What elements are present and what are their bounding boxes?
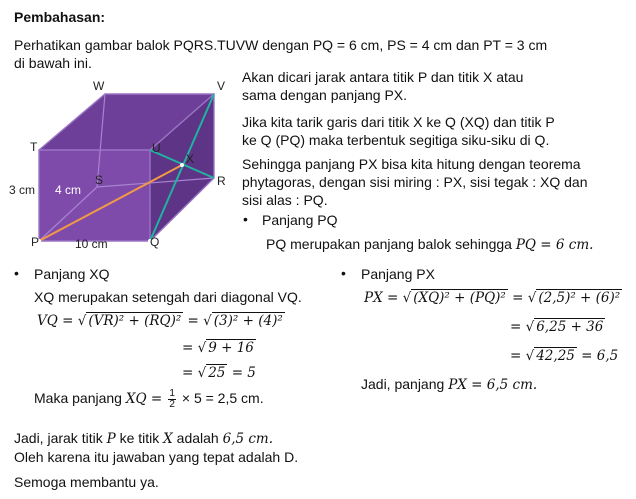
pq-line	[266, 236, 593, 254]
concl-a: Jadi, jarak titik	[14, 430, 107, 446]
xq-eq2-prefix: =	[182, 340, 198, 356]
right-p2-l2: ke Q (PQ) maka terbentuk segitiga siku-siku di Q.	[242, 132, 550, 148]
label-T: T	[30, 140, 38, 154]
xq-title: Panjang XQ	[34, 266, 110, 282]
xq-eq3-prefix: =	[182, 365, 198, 381]
label-U: U	[152, 141, 161, 155]
xq-maka-math: XQ =	[125, 391, 167, 408]
px-eq1-mid: =	[507, 290, 528, 306]
right-p2-l1: Jika kita tarik garis dari titik X ke Q (XQ) dan titik P	[242, 114, 555, 130]
px-eq1-left: PX =	[364, 290, 403, 306]
px-eq3: = √ 42,25 = 6,5	[510, 348, 619, 364]
concl-p: P	[106, 431, 116, 447]
intro-line-1: Perhatikan gambar balok PQRS.TUVW dengan PQ = 6 cm, PS = 4 cm dan PT = 3 cm	[14, 37, 548, 53]
bullet-pq: •	[243, 211, 248, 227]
dim-height: 3 cm	[9, 183, 36, 197]
concl-c: adalah	[172, 430, 223, 446]
px-eq2-rad: 6,25 + 36	[536, 319, 604, 335]
px-eq3-suffix: = 6,5	[576, 348, 619, 364]
right-p1-l1: Akan dicari jarak antara titik P dan titik X atau	[242, 69, 524, 85]
xq-text: XQ merupakan setengah dari diagonal VQ.	[34, 289, 302, 305]
pq-math: PQ = 6 cm.	[515, 237, 594, 253]
label-W: W	[93, 79, 105, 93]
xq-eq1-rad1: (VR)² + (RQ)²	[88, 313, 182, 329]
xq-eq1-left: VQ =	[37, 313, 78, 329]
conclusion-line-1	[14, 430, 273, 448]
bullet-px: •	[341, 265, 346, 281]
right-p3-l3: sisi alas : PQ.	[242, 192, 328, 208]
px-eq3-rad: 42,25	[536, 348, 575, 364]
xq-eq1-rad2: (3)² + (4)²	[213, 313, 283, 329]
pq-text: PQ merupakan panjang balok sehingga	[266, 236, 516, 252]
xq-eq1: VQ = √ (VR)² + (RQ)² = √ (3)² + (4)²	[37, 313, 283, 329]
dim-depth: 4 cm	[55, 183, 82, 197]
xq-eq2-rad: 9 + 16	[208, 340, 254, 356]
xq-maka	[34, 389, 264, 410]
xq-maka-tail: × 5 = 2,5 cm.	[177, 390, 264, 407]
xq-eq3-suffix: = 5	[227, 365, 256, 381]
px-title: Panjang PX	[361, 266, 435, 282]
px-eq2-prefix: =	[510, 319, 526, 335]
label-R: R	[217, 174, 226, 188]
px-eq1-rad2: (2,5)² + (6)²	[538, 290, 621, 306]
xq-maka-text: Maka panjang	[34, 390, 126, 407]
label-X: X	[186, 152, 195, 166]
right-p3-l2: phytagoras, dengan sisi miring : PX, sisi tegak : XQ dan	[242, 174, 588, 190]
label-Q: Q	[150, 235, 160, 249]
px-eq1-rad1: (XQ)² + (PQ)²	[413, 290, 506, 306]
px-eq1: PX = √ (XQ)² + (PQ)² = √ (2,5)² + (6)²	[364, 290, 621, 306]
concl-b: ke titik	[115, 430, 164, 446]
xq-eq3: = √ 25 = 5	[182, 365, 256, 381]
xq-eq2: = √ 9 + 16	[182, 340, 254, 356]
conclusion-line-2: Oleh karena itu jawaban yang tepat adalah D.	[14, 449, 299, 465]
concl-x: X	[163, 431, 173, 447]
xq-fraction	[168, 389, 176, 410]
xq-eq3-rad: 25	[208, 365, 226, 381]
label-S: S	[95, 173, 104, 187]
frac-num: 1	[169, 388, 175, 399]
px-jadi	[361, 376, 537, 394]
concl-v: 6,5 cm.	[222, 431, 274, 447]
frac-den: 2	[169, 399, 175, 410]
right-p1-l2: sama dengan panjang PX.	[242, 87, 408, 103]
label-V: V	[217, 79, 226, 93]
px-eq2: = √ 6,25 + 36	[510, 319, 604, 335]
cuboid-figure	[5, 74, 235, 254]
px-jadi-text: Jadi, panjang	[361, 376, 449, 392]
label-P: P	[31, 235, 40, 249]
xq-eq1-mid: =	[183, 313, 204, 329]
right-p3-l1: Sehingga panjang PX bisa kita hitung dengan teorema	[242, 156, 581, 172]
dim-width: 10 cm	[75, 237, 108, 251]
px-jadi-math: PX = 6,5 cm.	[448, 377, 538, 393]
heading: Pembahasan:	[14, 9, 106, 25]
conclusion-line-3: Semoga membantu ya.	[14, 474, 159, 490]
pq-title: Panjang PQ	[262, 212, 338, 228]
px-eq3-prefix: =	[510, 348, 526, 364]
bullet-xq: •	[14, 265, 19, 281]
intro-line-2: di bawah ini.	[14, 55, 92, 71]
